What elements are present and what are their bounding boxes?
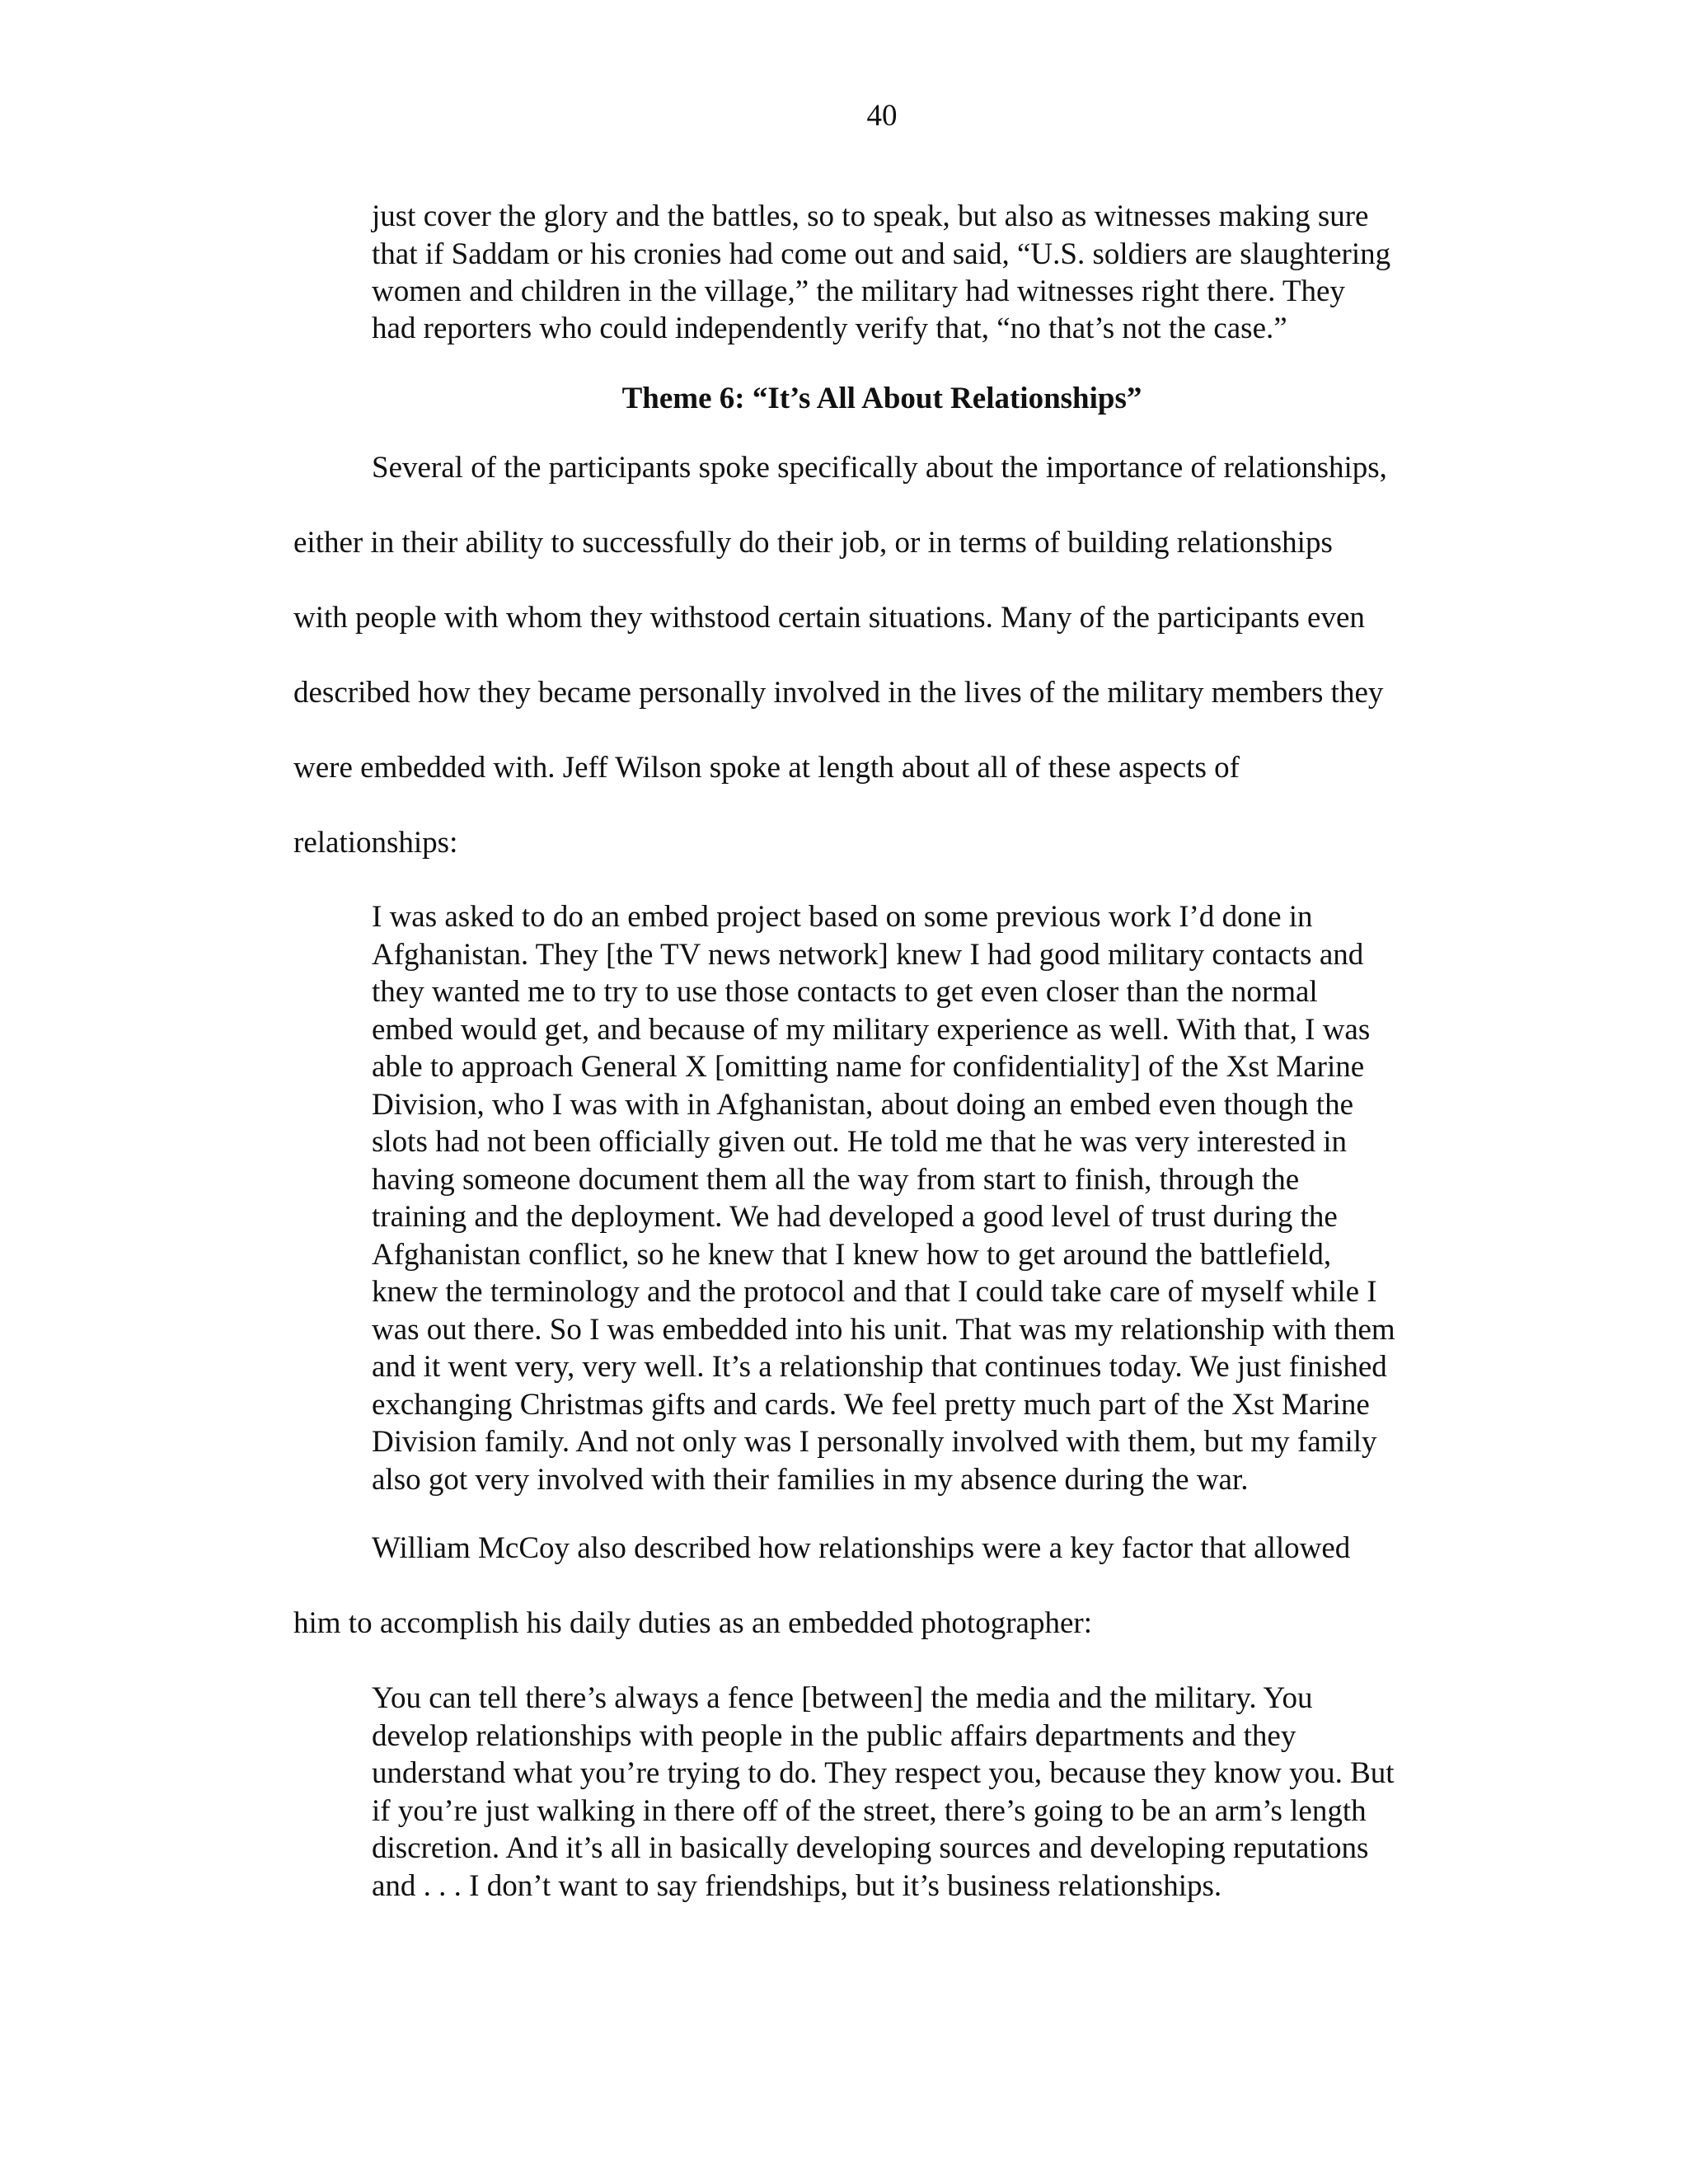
- quote-2-line: able to approach General X [omitting name for confidentiality] of the Xst Marine: [372, 1050, 1365, 1084]
- page-number: 40: [866, 99, 898, 133]
- quote-3-line: You can tell there’s always a fence [between] the media and the military. You: [372, 1681, 1313, 1715]
- quote-3-line: if you’re just walking in there off of the street, there’s going to be an arm’s length: [372, 1794, 1367, 1828]
- quote-1-line: women and children in the village,” the military had witnesses right there. They: [372, 274, 1345, 308]
- quote-3-line: understand what you’re trying to do. They respect you, because they know you. But: [372, 1756, 1395, 1790]
- quote-2-line: training and the deployment. We had developed a good level of trust during the: [372, 1200, 1338, 1234]
- section-heading: Theme 6: “It’s All About Relationships”: [621, 382, 1142, 415]
- paragraph-1-line: Several of the participants spoke specifically about the importance of relationships,: [372, 451, 1387, 485]
- quote-1-line: just cover the glory and the battles, so to speak, but also as witnesses making sure: [372, 199, 1369, 233]
- quote-2-line: slots had not been officially given out. He told me that he was very interested in: [372, 1125, 1348, 1159]
- paragraph-1-line: described how they became personally involved in the lives of the military members they: [293, 676, 1384, 710]
- quote-2-line: Afghanistan. They [the TV news network] knew I had good military contacts and: [372, 938, 1364, 972]
- paragraph-1-line: either in their ability to successfully do their job, or in terms of building relationships: [293, 526, 1333, 560]
- quote-2-line: Division family. And not only was I personally involved with them, but my family: [372, 1425, 1377, 1459]
- quote-2-line: I was asked to do an embed project based on some previous work I’d done in: [372, 900, 1313, 934]
- quote-1-line: had reporters who could independently verify that, “no that’s not the case.”: [372, 312, 1287, 345]
- quote-2-line: exchanging Christmas gifts and cards. We feel pretty much part of the Xst Marine: [372, 1388, 1370, 1422]
- quote-2-line: they wanted me to try to use those contacts to get even closer than the normal: [372, 975, 1318, 1009]
- quote-3-line: and . . . I don’t want to say friendships, but it’s business relationships.: [372, 1869, 1222, 1903]
- quote-2-line: embed would get, and because of my military experience as well. With that, I was: [372, 1013, 1371, 1047]
- quote-2-line: Afghanistan conflict, so he knew that I knew how to get around the battlefield,: [372, 1238, 1332, 1272]
- quote-2-line: also got very involved with their families in my absence during the war.: [372, 1463, 1249, 1497]
- quote-3-line: discretion. And it’s all in basically developing sources and developing reputations: [372, 1831, 1369, 1865]
- quote-3-line: develop relationships with people in the public affairs departments and they: [372, 1719, 1296, 1753]
- paragraph-2-line: William McCoy also described how relationships were a key factor that allowed: [372, 1531, 1351, 1565]
- quote-2-line: and it went very, very well. It’s a relationship that continues today. We just finished: [372, 1350, 1387, 1384]
- quote-2-line: was out there. So I was embedded into his unit. That was my relationship with them: [372, 1313, 1395, 1347]
- paragraph-1-line: with people with whom they withstood certain situations. Many of the participants even: [293, 601, 1365, 635]
- paragraph-1-line: were embedded with. Jeff Wilson spoke at length about all of these aspects of: [293, 751, 1240, 785]
- quote-2-line: knew the terminology and the protocol and that I could take care of myself while I: [372, 1275, 1377, 1309]
- quote-2-line: having someone document them all the way from start to finish, through the: [372, 1163, 1300, 1197]
- paragraph-1-line: relationships:: [293, 826, 458, 860]
- quote-1-line: that if Saddam or his cronies had come out and said, “U.S. soldiers are slaughtering: [372, 237, 1391, 271]
- paragraph-2-line: him to accomplish his daily duties as an embedded photographer:: [293, 1606, 1092, 1640]
- quote-2-line: Division, who I was with in Afghanistan, about doing an embed even though the: [372, 1088, 1354, 1122]
